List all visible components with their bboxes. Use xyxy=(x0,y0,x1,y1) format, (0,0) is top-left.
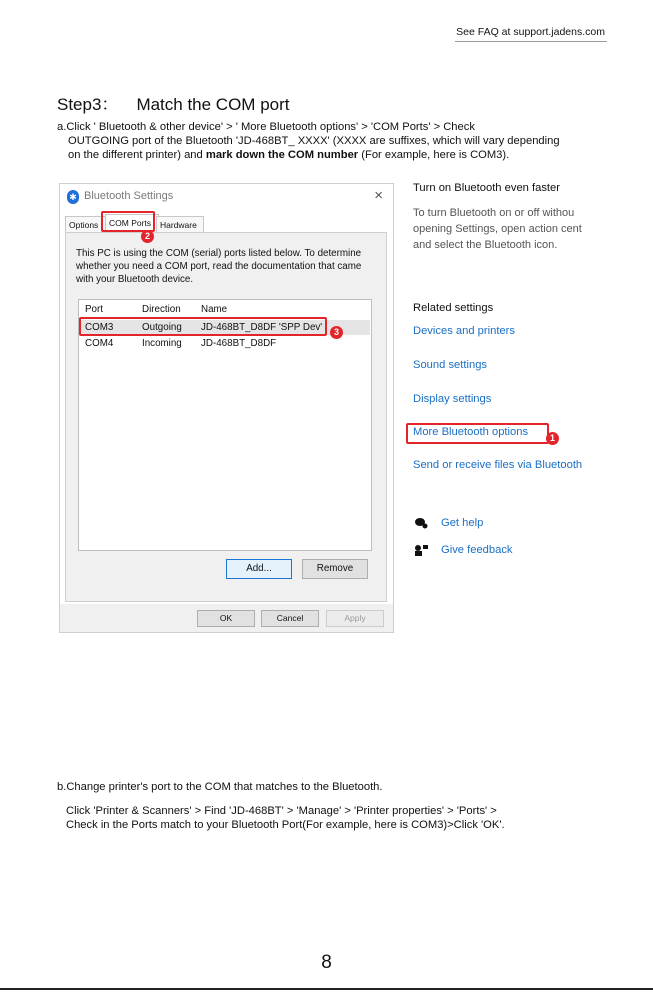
quick-bluetooth-desc-3: and select the Bluetooth icon. xyxy=(413,239,558,251)
step-title-text: Match the COM port xyxy=(136,95,290,114)
link-more-bluetooth-options[interactable]: More Bluetooth options xyxy=(413,426,529,438)
row-name: JD-468BT_D8DF 'SPP Dev' xyxy=(201,322,323,333)
instruction-b xyxy=(66,804,626,832)
instruction-a-line2: OUTGOING port of the Bluetooth 'JD-468BT_ XXXX' (XXXX are suffixes, which will vary depending xyxy=(68,135,560,147)
highlight-com3-row xyxy=(79,317,327,336)
faq-underline xyxy=(455,41,607,42)
related-settings-heading: Related settings xyxy=(413,302,494,314)
tab-com-ports[interactable]: COM Ports xyxy=(105,214,159,233)
add-button[interactable]: Add... xyxy=(226,559,292,579)
table-row[interactable] xyxy=(80,336,370,351)
instruction-a-line3-post: (For example, here is COM3). xyxy=(358,149,510,161)
instruction-b-line1: Click 'Printer & Scanners' > Find 'JD-468BT' > 'Manage' > 'Printer properties' > 'Ports' > xyxy=(66,805,497,817)
column-name: Name xyxy=(201,304,228,315)
instruction-a-line3-bold: mark down the COM number xyxy=(205,149,359,161)
link-send-receive-files[interactable]: Send or receive files via Bluetooth xyxy=(413,459,583,471)
row-port: COM3 xyxy=(85,322,114,333)
step-badge-3: 3 xyxy=(330,326,343,339)
row-port: COM4 xyxy=(85,338,114,349)
instruction-a-line1: a.Click ' Bluetooth & other device' > ' More Bluetooth options' > 'COM Ports' > Check xyxy=(57,121,475,133)
faq-text: See FAQ at support.jadens.com xyxy=(456,26,605,38)
row-name: JD-468BT_D8DF xyxy=(201,338,277,349)
instruction-a-line3-pre: on the different printer) and xyxy=(68,149,206,161)
com-ports-panel xyxy=(65,232,387,602)
link-devices-and-printers[interactable]: Devices and printers xyxy=(413,325,515,337)
link-give-feedback[interactable]: Give feedback xyxy=(441,544,513,556)
instruction-a-line3 xyxy=(57,148,617,162)
close-icon[interactable]: × xyxy=(374,187,383,204)
row-direction: Incoming xyxy=(142,338,182,349)
dialog-title-bar xyxy=(60,184,393,210)
row-direction: Outgoing xyxy=(142,322,182,333)
step-badge-2: 2 xyxy=(141,230,154,243)
bluetooth-settings-side-panel xyxy=(410,180,600,580)
bottom-rule xyxy=(0,988,653,990)
give-feedback-icon xyxy=(414,544,428,556)
page-number: 8 xyxy=(321,952,332,973)
dialog-title: Bluetooth Settings xyxy=(84,190,174,202)
remove-button[interactable]: Remove xyxy=(302,559,368,579)
step-badge-1: 1 xyxy=(546,432,559,445)
highlight-com-ports-tab xyxy=(101,211,155,232)
link-display-settings[interactable]: Display settings xyxy=(413,393,492,405)
quick-bluetooth-heading: Turn on Bluetooth even faster xyxy=(413,182,560,194)
get-help-icon xyxy=(414,517,428,529)
column-port: Port xyxy=(85,304,103,315)
tab-options[interactable]: Options xyxy=(65,216,106,233)
ok-button[interactable]: OK xyxy=(197,610,255,627)
tab-hardware[interactable]: Hardware xyxy=(156,216,204,233)
com-ports-list xyxy=(78,299,372,551)
instruction-a xyxy=(57,120,617,162)
bluetooth-settings-dialog xyxy=(59,183,394,633)
link-get-help[interactable]: Get help xyxy=(441,517,484,529)
instruction-b-heading: b.Change printer's port to the COM that matches to the Bluetooth. xyxy=(57,781,383,793)
step-heading xyxy=(57,90,290,115)
bluetooth-icon: ✱ xyxy=(67,190,79,204)
cancel-button[interactable]: Cancel xyxy=(261,610,319,627)
dialog-footer xyxy=(60,604,393,632)
instruction-b-line2: Check in the Ports match to your Bluetooth Port(For example, here is COM3)>Click 'OK'. xyxy=(66,819,505,831)
column-direction: Direction xyxy=(142,304,181,315)
link-sound-settings[interactable]: Sound settings xyxy=(413,359,488,371)
step-label: Step3： xyxy=(57,95,119,114)
com-ports-info: This PC is using the COM (serial) ports listed below. To determine whether you need a COM port, read the documentation that came with your Bluetooth device. xyxy=(76,248,362,285)
quick-bluetooth-desc-2: opening Settings, open action cent xyxy=(413,223,582,235)
quick-bluetooth-desc-1: To turn Bluetooth on or off withou xyxy=(413,207,575,219)
apply-button[interactable]: Apply xyxy=(326,610,384,627)
